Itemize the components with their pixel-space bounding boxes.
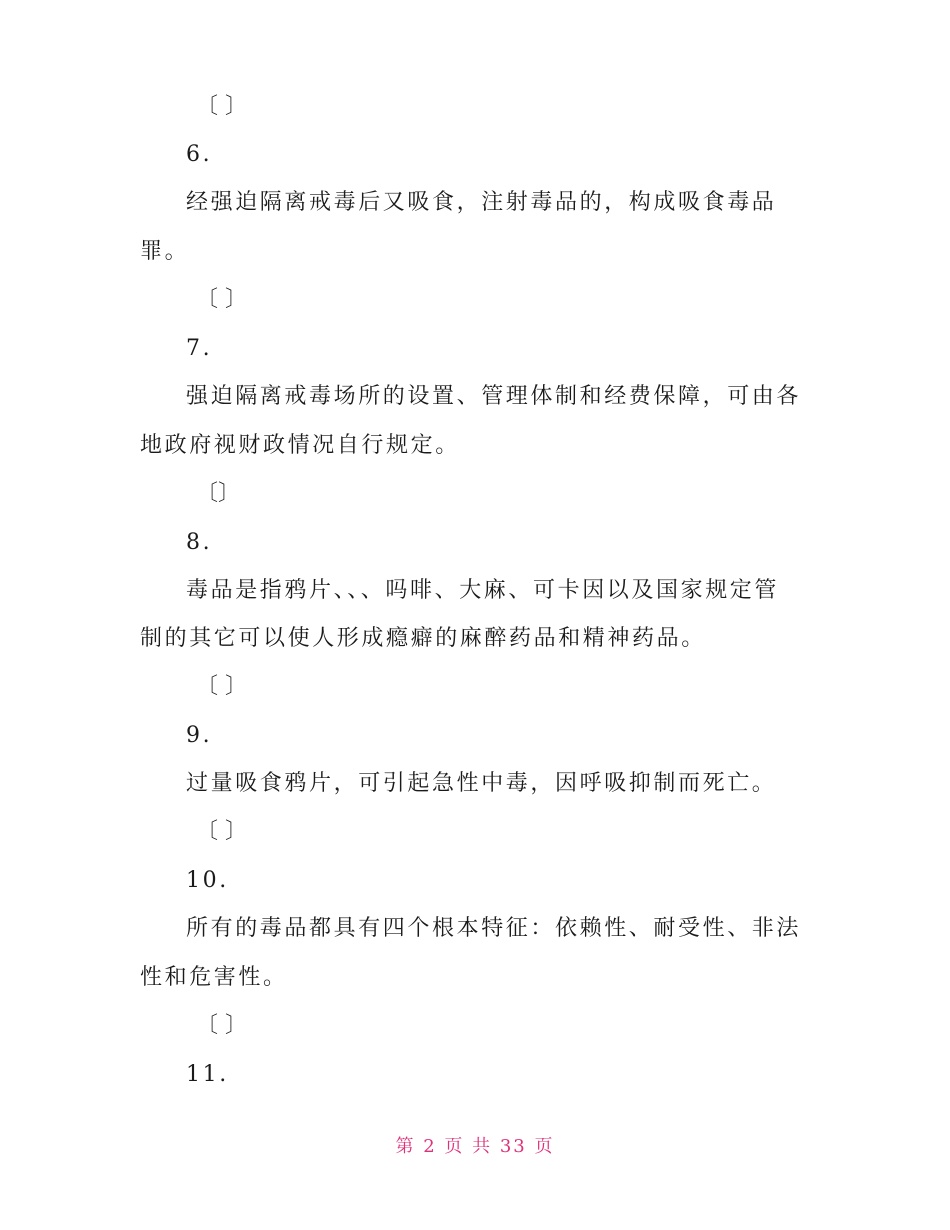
question-number: 6. [186, 142, 213, 167]
answer-blank: 〔 〕 [196, 94, 247, 119]
question-text: 过量吸食鸦片，可引起急性中毒，因呼吸抑制而死亡。 [186, 771, 777, 796]
answer-blank: 〔〕 [196, 481, 241, 506]
question-number: 9. [186, 723, 213, 748]
question-text: 制的其它可以使人形成瘾癖的麻醉药品和精神药品。 [140, 626, 706, 651]
question-number: 8. [186, 530, 213, 555]
answer-blank: 〔 〕 [196, 674, 247, 699]
question-number: 10. [186, 868, 229, 893]
question-number: 7. [186, 336, 213, 361]
page-footer: 第 2 页 共 33 页 [395, 1136, 555, 1157]
answer-blank: 〔 〕 [196, 287, 247, 312]
question-text: 地政府视财政情况自行规定。 [140, 433, 460, 458]
question-text: 所有的毒品都具有四个根本特征：依赖性、耐受性、非法 [186, 916, 802, 941]
question-text: 性和危害性。 [140, 965, 288, 990]
question-text: 毒品是指鸦片、、、吗啡、大麻、可卡因以及国家规定管 [186, 578, 780, 603]
answer-blank: 〔 〕 [196, 819, 247, 844]
question-number: 11. [186, 1062, 229, 1087]
question-text: 罪。 [140, 239, 190, 264]
question-text: 经强迫隔离戒毒后又吸食，注射毒品的，构成吸食毒品 [186, 190, 777, 215]
answer-blank: 〔 〕 [196, 1013, 247, 1038]
question-text: 强迫隔离戒毒场所的设置、管理体制和经费保障，可由各 [186, 384, 802, 409]
